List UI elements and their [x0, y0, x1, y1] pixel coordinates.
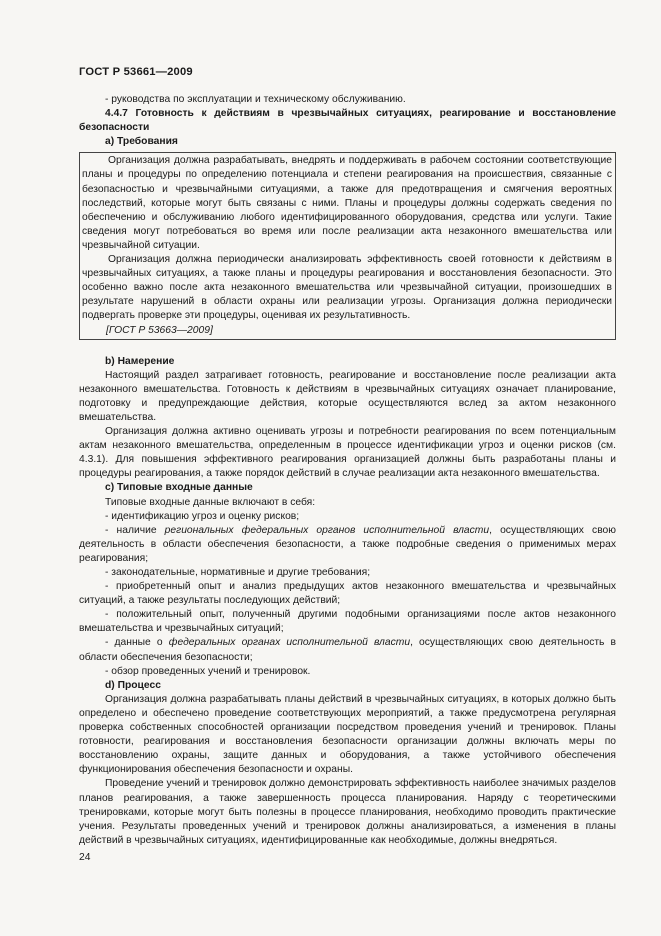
document-header: ГОСТ Р 53661—2009	[79, 66, 193, 78]
box-paragraph-1: Организация должна разрабатывать, внедрять и поддерживать в рабочем состоянии соответствующие планы и процедуры по определению потенциала и степени реагирования на происшествия, связанные с безопасностью и чрезвычайными ситуациями, а также для предотвращения и смягчения вероятных последствий, которые могут быть связаны с ними. Планы и процедуры должны содержать сведения по обеспечению и обслуживанию любого идентифицированного оборудования, средства или услуги. Такие сведения могут потребоваться во время или после реализации акта незаконного вмешательства или чрезвычайной ситуации.	[82, 155, 612, 251]
list-item: - идентификацию угроз и оценку рисков;	[105, 510, 300, 522]
list-item-emphasis: региональных федеральных органов исполнительной власти	[164, 524, 490, 536]
document-body	[79, 93, 616, 848]
paragraph-b-2: Организация должна активно оценивать угрозы и потребности реагирования по всем потенциальным актам незаконного вмешательства, определенным в процессе идентификации угроз и оценки рисков (см. 4.3.1). Для повышения эффективного реагирования организацией должны быть разработаны планы и процедуры реагирования, а также порядок действий в случае реализации акта незаконного вмешательства.	[79, 426, 616, 480]
subsection-heading-d: d) Процесс	[105, 679, 161, 691]
paragraph-d-2: Проведение учений и тренировок должно демонстрировать эффективность наиболее значимых разделов планов реагирования, а также завершенность процесса планирования. Наряду с теоретическими тренировками, которые могут быть полезны в процессе планирования, необходимо проводить практические учения. Результаты проведенных учений и тренировок должны анализироваться, а изменения в планы действий в чрезвычайных ситуациях, идентифицированные как необходимые, должны внедряться.	[79, 778, 616, 846]
section-heading: 4.4.7 Готовность к действиям в чрезвычайных ситуациях, реагирование и восстановление безопасности	[79, 108, 616, 134]
box-reference: [ГОСТ Р 53663—2009]	[106, 324, 213, 336]
list-item-text: - данные о	[105, 637, 169, 649]
list-item: - обзор проведенных учений и тренировок.	[105, 665, 311, 677]
list-item: - приобретенный опыт и анализ предыдущих актов незаконного вмешательства и чрезвычайных ситуаций, а также результаты последующих действий;	[79, 581, 616, 607]
list-item: - законодательные, нормативные и другие требования;	[105, 567, 371, 578]
spacer	[79, 340, 616, 355]
intro-list-item: - руководства по эксплуатации и техническому обслуживанию.	[105, 94, 406, 105]
list-item-text: , осуществляющих свою деятельность в области обеспечения безопасности, а также подробные сведения о применимых мерах реагирования;	[79, 524, 617, 564]
list-item-emphasis: федеральных органах исполнительной власти	[168, 637, 411, 649]
paragraph-c-intro: Типовые входные данные включают в себя:	[105, 496, 316, 508]
box-paragraph-2: Организация должна периодически анализировать эффективность своей готовности к действиям в чрезвычайных ситуациях, а также планы и процедуры реагирования и восстановления безопасности. Это особенно важно после акта незаконного вмешательства или чрезвычайной ситуации, произошедших в результате нарушений в области охраны или реализации угрозы. Организация должна периодически подвергать проверке эти процедуры, оценивая их результативность.	[82, 254, 612, 322]
list-item	[79, 524, 616, 566]
list-item	[79, 636, 616, 664]
paragraph-d-1: Организация должна разрабатывать планы действий в чрезвычайных ситуациях, в которых должно быть определено и обеспечено проведение соответствующих мероприятий, а также предусмотрена регулярная проверка собственных способностей организации посредством проведения учений и тренировок. Планы готовности, реагирования и восстановления безопасности организации должны включать меры по восстановлению охраны, защите данных и оборудования, а также устойчивого обеспечения функционирования обеспечения безопасности и охраны.	[79, 693, 616, 776]
page-number: 24	[79, 852, 91, 863]
paragraph-b-1: Настоящий раздел затрагивает готовность, реагирование и восстановление после реализации акта незаконного вмешательства. Готовность к действиям в чрезвычайных ситуациях означает планирование, подготовку и предупреждающие действия, которые осуществляются вслед за актом незаконного вмешательства.	[79, 369, 616, 423]
subsection-heading-a: а) Требования	[105, 136, 178, 148]
list-item-text: , осуществляющих свою деятельность в области обеспечения безопасности;	[79, 637, 617, 663]
subsection-heading-b: b) Намерение	[105, 355, 175, 367]
list-item-text: - наличие	[105, 524, 165, 536]
list-item: - положительный опыт, полученный другими подобными организациями после актов незаконного вмешательства и чрезвычайных ситуаций;	[79, 609, 616, 635]
requirements-box	[79, 152, 616, 339]
subsection-heading-c: с) Типовые входные данные	[105, 482, 253, 494]
